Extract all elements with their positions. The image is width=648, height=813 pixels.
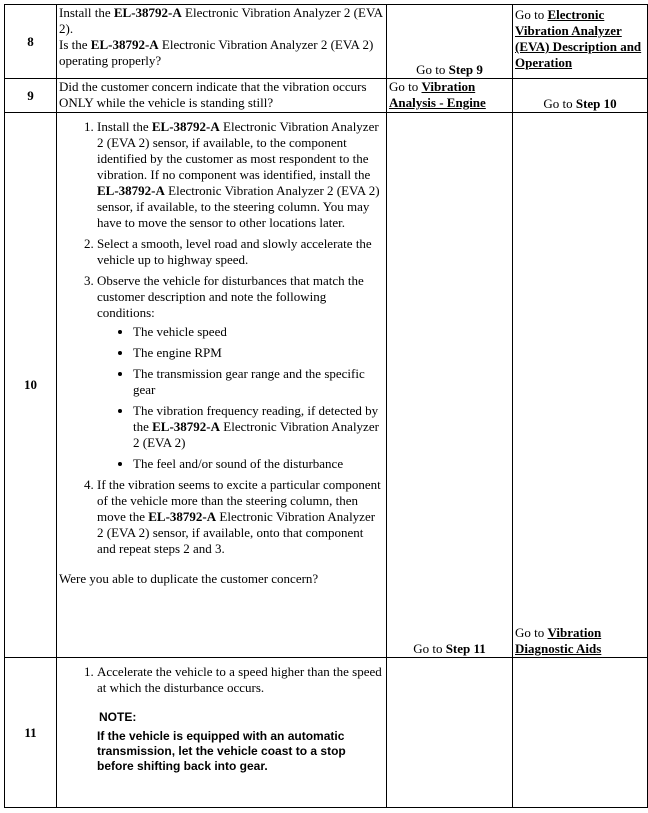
table-row-step-8 xyxy=(5,5,648,79)
procedure-list xyxy=(59,119,384,557)
step-action: Install the EL-38792-A Electronic Vibration Analyzer 2 (EVA 2). Is the EL-38792-A Electronic Vibration Analyzer 2 (EVA 2) operating properly? xyxy=(57,5,387,79)
step-number: 8 xyxy=(5,5,57,79)
list-item: 1. Install the EL-38792-A Electronic Vibration Analyzer 2 (EVA 2) sensor, if available, to the component identified by the customer as most respondent to the vibration. If no component was identified, install the EL-38792-A Electronic Vibration Analyzer 2 (EVA 2) sensor, if available, to the steering column. You may have to move the sensor to other locations later. xyxy=(97,119,384,231)
table-row-step-10 xyxy=(5,113,648,658)
step-yes xyxy=(387,658,513,808)
list-item: • The vehicle speed xyxy=(133,324,384,340)
link-vibration-diagnostic-aids[interactable]: Vibration Diagnostic Aids xyxy=(515,625,602,656)
table-row-step-11 xyxy=(5,658,648,808)
list-item: 3. Observe the vehicle for disturbances that match the customer description and note the following conditions: • The vehicle speed • The engine RPM • The transmission gear range and the specific gear • The vibration frequency reading, if detected by the EL-38792-A Electronic Vibration Analyzer 2 (EVA 2) • The feel and/or sound of the disturbance xyxy=(97,273,384,472)
note-title: NOTE: xyxy=(99,710,137,724)
step-number: 9 xyxy=(5,79,57,113)
list-item: • The engine RPM xyxy=(133,345,384,361)
step-no: Go to Step 10 xyxy=(513,79,648,113)
step-action xyxy=(57,658,387,808)
procedure-list xyxy=(59,664,384,696)
link-vibration-analysis-engine[interactable]: Vibration Analysis - Engine xyxy=(389,79,486,110)
step-action xyxy=(57,113,387,658)
goto-step-11[interactable]: Step 11 xyxy=(445,641,486,656)
list-item: 1. Accelerate the vehicle to a speed higher than the speed at which the disturbance occurs. xyxy=(97,664,384,696)
list-item: • The transmission gear range and the specific gear xyxy=(133,366,384,398)
conditions-list xyxy=(97,324,384,472)
table-row-step-9 xyxy=(5,79,648,113)
step-question: Were you able to duplicate the customer concern? xyxy=(59,571,319,586)
step-number: 10 xyxy=(5,113,57,658)
step-no: Go to Electronic Vibration Analyzer (EVA) Description and Operation xyxy=(513,5,648,79)
list-item: 4. If the vibration seems to excite a particular component of the vehicle more than the steering column, then move the EL-38792-A Electronic Vibration Analyzer 2 (EVA 2) sensor, if available, onto that component and repeat steps 2 and 3. xyxy=(97,477,384,557)
link-eva-description[interactable]: Electronic Vibration Analyzer (EVA) Description and Operation xyxy=(515,7,642,70)
step-number: 11 xyxy=(5,658,57,808)
list-item: • The vibration frequency reading, if detected by the EL-38792-A Electronic Vibration Analyzer 2 (EVA 2) xyxy=(133,403,384,451)
goto-step-9[interactable]: Step 9 xyxy=(448,62,483,77)
note-body: If the vehicle is equipped with an automatic transmission, let the vehicle coast to a stop before shifting back into gear. xyxy=(97,729,346,773)
list-item: 2. Select a smooth, level road and slowly accelerate the vehicle up to highway speed. xyxy=(97,236,384,268)
diagnostic-table xyxy=(4,4,648,808)
step-yes: Go to Vibration Analysis - Engine xyxy=(387,79,513,113)
step-yes: Go to Step 11 xyxy=(387,113,513,658)
goto-step-10[interactable]: Step 10 xyxy=(575,96,617,111)
step-action: Did the customer concern indicate that the vibration occurs ONLY while the vehicle is standing still? xyxy=(57,79,387,113)
list-item: • The feel and/or sound of the disturbance xyxy=(133,456,384,472)
step-yes: Go to Step 9 xyxy=(387,5,513,79)
tool-name: EL-38792-A xyxy=(90,37,159,52)
tool-name: EL-38792-A xyxy=(113,5,182,20)
step-no: Go to Vibration Diagnostic Aids xyxy=(513,113,648,658)
step-no xyxy=(513,658,648,808)
